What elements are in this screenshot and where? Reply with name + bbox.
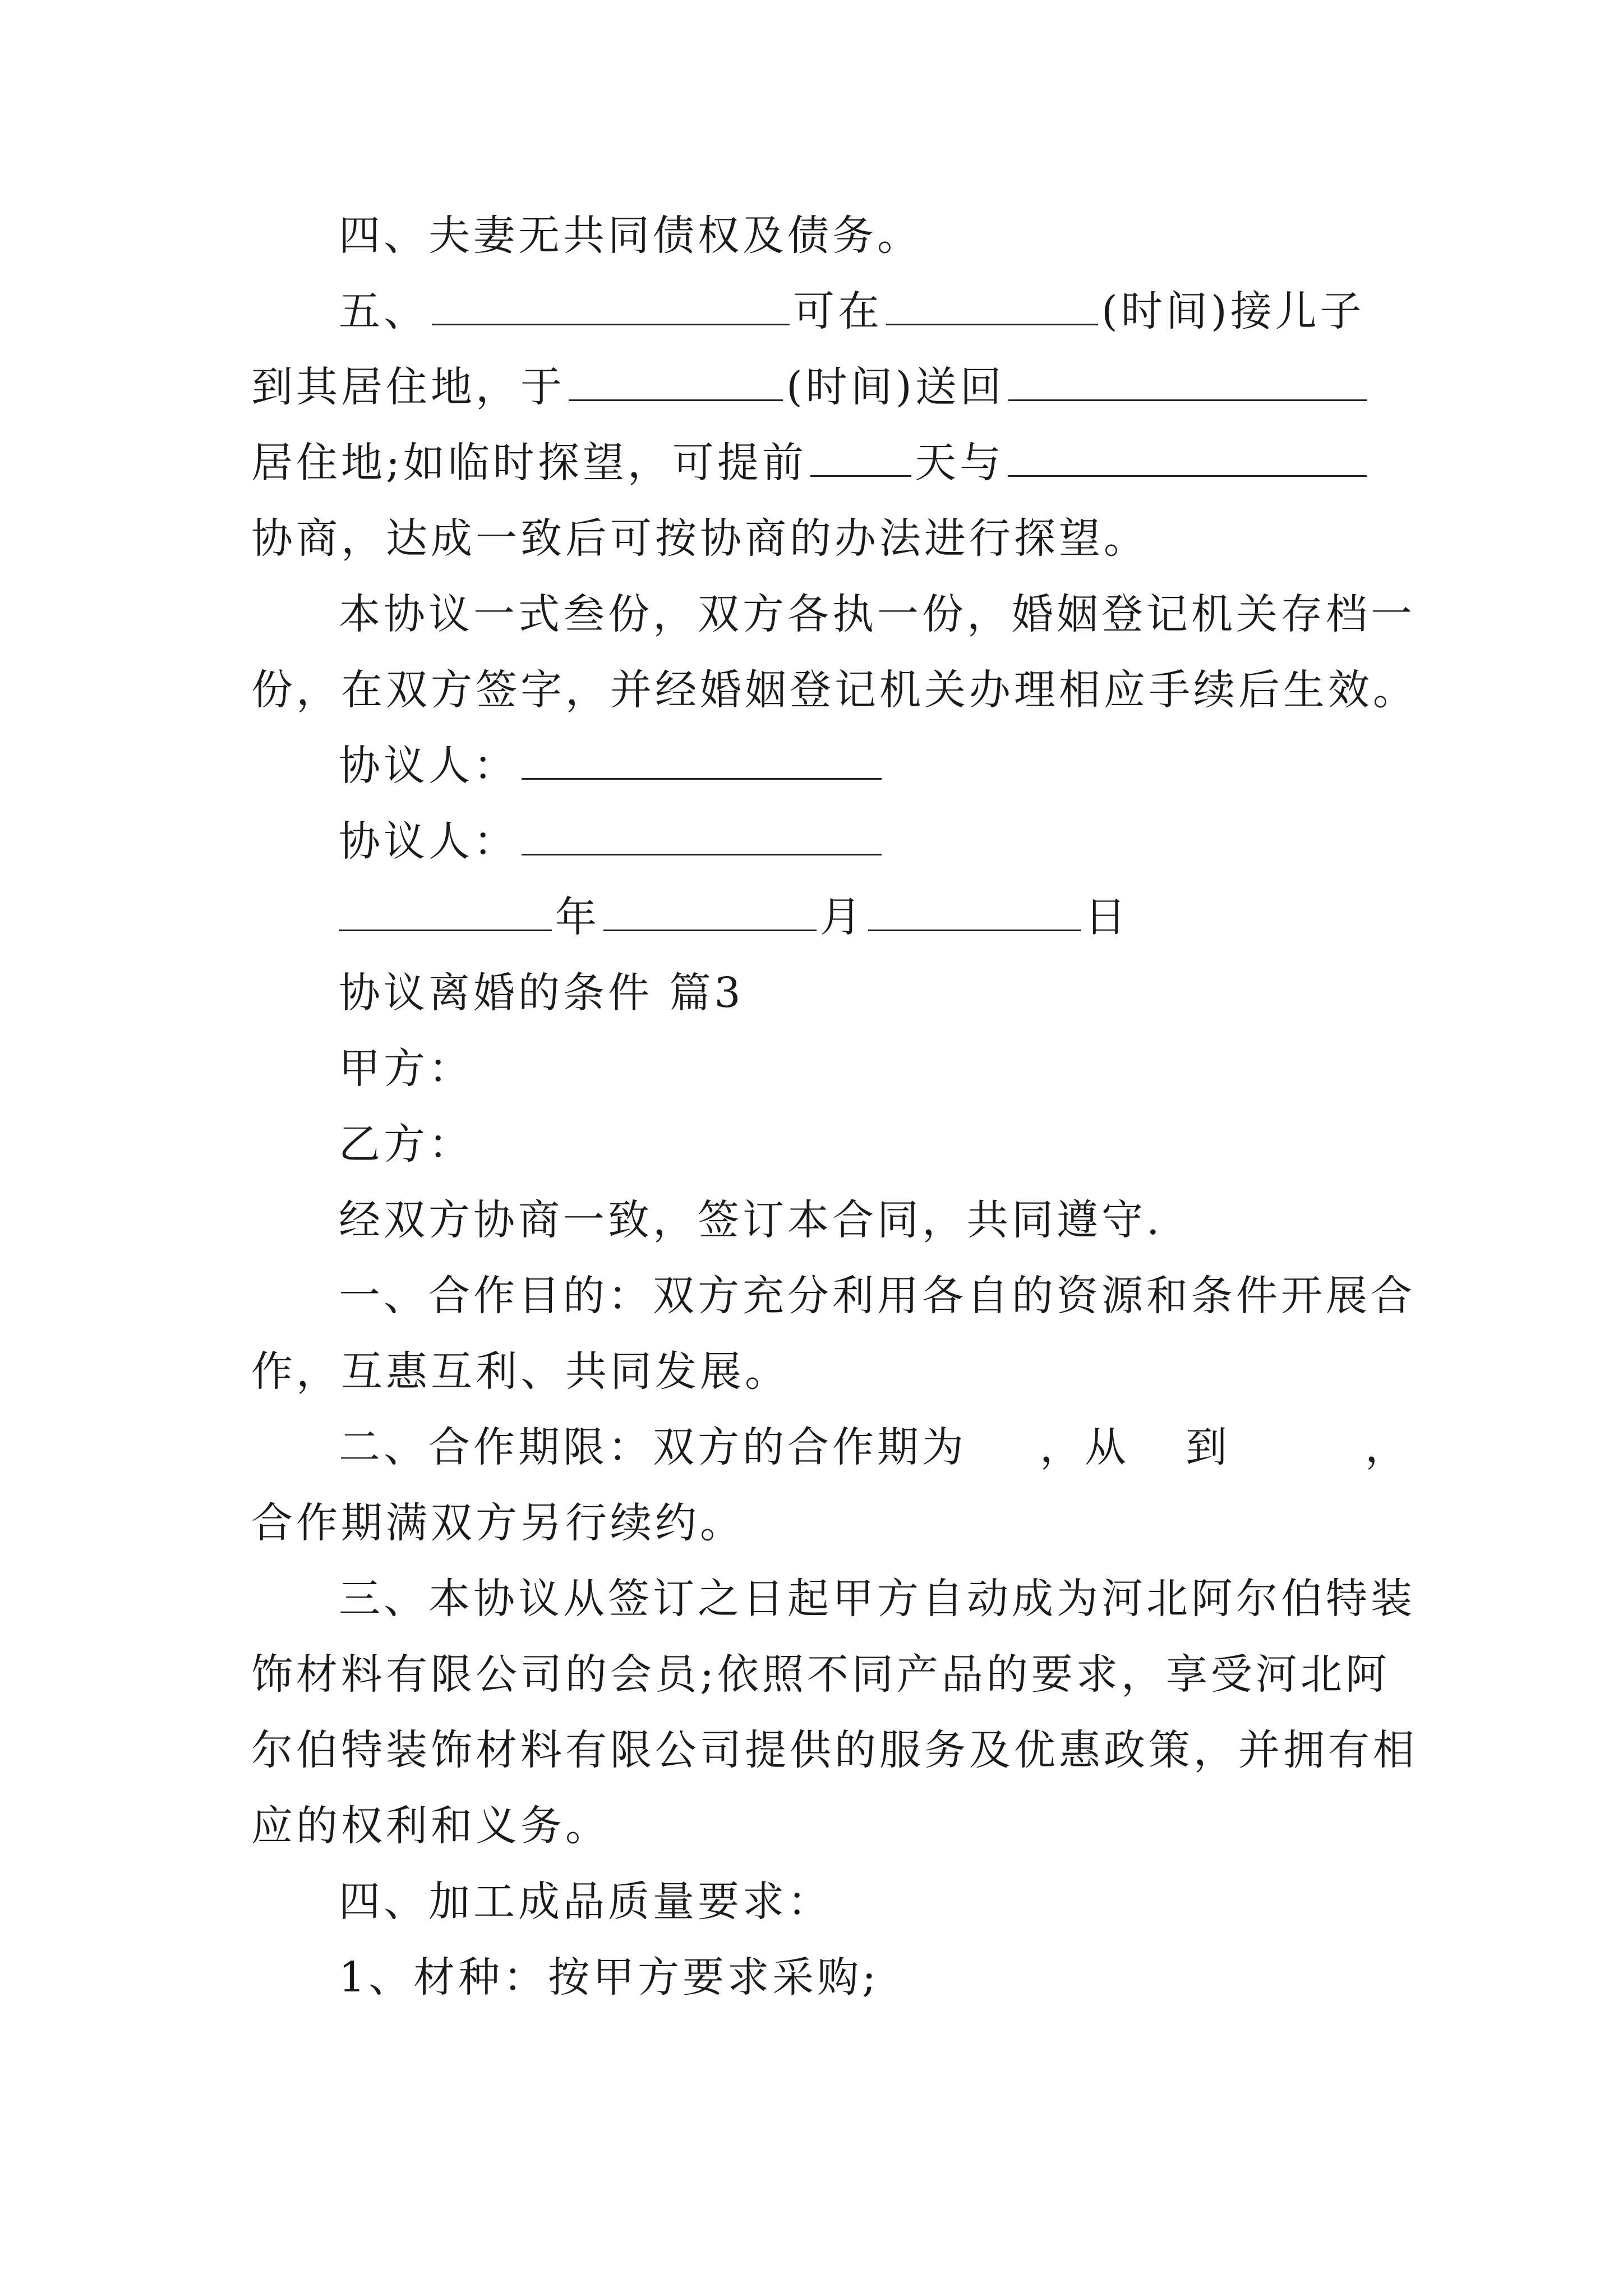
- paragraph-purpose-line2: 作，互惠互利、共同发展。: [251, 1347, 790, 1396]
- visit-line2-text: 到其居住地，于: [251, 363, 565, 411]
- blank-signer2: [522, 819, 882, 855]
- paragraph-term-line2: 合作期满双方另行续约。: [251, 1499, 745, 1547]
- signer-line-2: [339, 813, 885, 869]
- paragraph-member-line4: 应的权利和义务。: [251, 1802, 610, 1850]
- term-text-c: 到: [1186, 1423, 1230, 1471]
- paragraph-member-line1: 三、本协议从签订之日起甲方自动成为河北阿尔伯特装: [339, 1575, 1415, 1623]
- section-title: 协议离婚的条件 篇3: [339, 969, 744, 1017]
- date-line: [339, 889, 1129, 945]
- blank-year: [339, 895, 552, 931]
- signer2-label: 协议人：: [339, 817, 518, 866]
- term-text-a: 二、合作期限：双方的合作期为: [339, 1423, 967, 1471]
- visit-can-at: 可在: [793, 287, 883, 335]
- party-a-label: 甲方：: [339, 1045, 473, 1093]
- visit-time2: (时间)送回: [786, 363, 1005, 411]
- term-text-d: ，: [1365, 1423, 1410, 1471]
- paragraph-member-line3: 尔伯特装饰材料有限公司提供的服务及优惠政策，并拥有相: [251, 1726, 1418, 1774]
- paragraph-copies-line1: 本协议一式叁份，双方各执一份，婚姻登记机关存档一: [339, 590, 1415, 638]
- paragraph-purpose-line1: 一、合作目的：双方充分利用各自的资源和条件开展合: [339, 1272, 1415, 1320]
- blank-return-place: [1008, 365, 1367, 401]
- blank-days: [810, 440, 911, 477]
- blank-month: [603, 895, 817, 931]
- date-day-label: 日: [1085, 893, 1129, 941]
- quality-item-1: 1、材种：按甲方要求采购;: [339, 1953, 880, 2001]
- date-year-label: 年: [555, 893, 600, 941]
- date-month-label: 月: [820, 893, 865, 941]
- visit-prefix: 五、: [339, 287, 428, 335]
- paragraph-debts: 四、夫妻无共同债权及债务。: [339, 211, 922, 260]
- visit-time1: (时间)接儿子: [1101, 287, 1365, 335]
- paragraph-intro: 经双方协商一致，签订本合同，共同遵守.: [339, 1196, 1163, 1244]
- paragraph-visit-line1: [339, 283, 1365, 339]
- paragraph-visit-line3: [251, 435, 1370, 491]
- paragraph-visit-line4: 协商，达成一致后可按协商的办法进行探望。: [251, 514, 1149, 563]
- paragraph-member-line2: 饰材料有限公司的会员;依照不同产品的要求，享受河北阿: [251, 1650, 1390, 1699]
- signer-line-1: [339, 738, 885, 794]
- term-text-b: ，从: [1040, 1423, 1129, 1471]
- paragraph-copies-line2: 份，在双方签字，并经婚姻登记机关办理相应手续后生效。: [251, 666, 1418, 714]
- party-b-label: 乙方：: [339, 1120, 473, 1168]
- blank-signer1: [522, 743, 882, 780]
- blank-visitor-name: [432, 289, 790, 325]
- paragraph-visit-line2: [251, 359, 1371, 415]
- visit-line3-text: 居住地;如临时探望，可提前: [251, 439, 807, 487]
- blank-return-time: [569, 365, 783, 401]
- blank-pickup-time: [886, 289, 1098, 325]
- paragraph-term-line1: [339, 1419, 1410, 1475]
- quality-heading: 四、加工成品质量要求：: [339, 1878, 832, 1926]
- visit-days-with: 天与: [914, 439, 1004, 487]
- blank-day: [868, 895, 1081, 931]
- blank-negotiate-with: [1008, 440, 1367, 477]
- signer1-label: 协议人：: [339, 742, 518, 790]
